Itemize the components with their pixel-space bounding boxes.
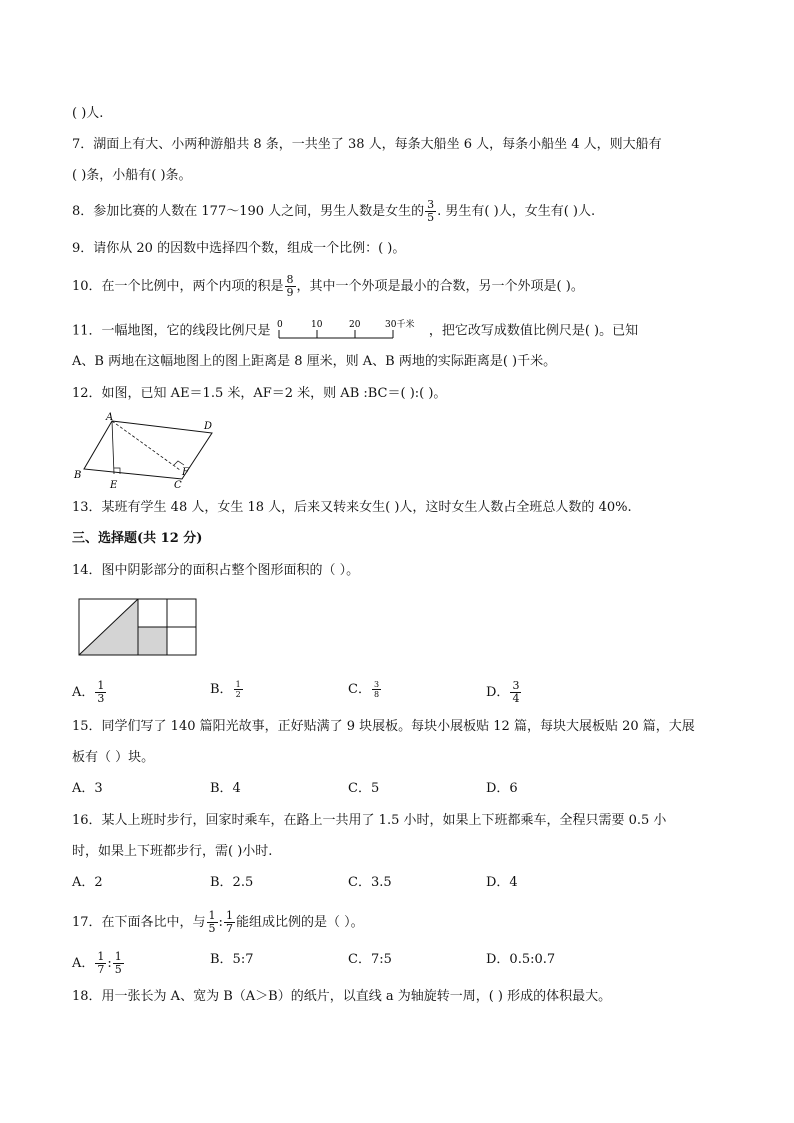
q11-line2: A、B 两地在这幅地图上的图上距离是 8 厘米，则 A、B 两地的实际距离是( )千米。 bbox=[72, 354, 557, 369]
q17-option-b[interactable]: B．5:7 bbox=[210, 952, 254, 967]
label-E: E bbox=[110, 480, 118, 491]
q15-option-a[interactable]: A．3 bbox=[72, 781, 103, 796]
q14-option-a[interactable] bbox=[72, 680, 107, 705]
frac-num: 3 bbox=[512, 679, 520, 692]
q7-line1: 7．湖面上有大、小两种游船共 8 条，一共坐了 38 人，每条大船坐 6 人，每条小船坐 4 人，则大船有 bbox=[72, 137, 662, 152]
frac-den: 2 bbox=[235, 690, 241, 699]
q14-line: 14．图中阴影部分的面积占整个图形面积的（ ）。 bbox=[72, 563, 360, 578]
section3-title: 三、选择题(共 12 分) bbox=[72, 531, 203, 546]
q10-line bbox=[72, 274, 584, 299]
parallelogram-figure bbox=[70, 412, 230, 494]
frac-num: 1 bbox=[97, 950, 105, 963]
q16-option-c[interactable]: C．3.5 bbox=[348, 875, 392, 890]
label-B: B bbox=[74, 470, 82, 481]
right-angle-F bbox=[174, 461, 184, 465]
q17-line: 17．在下面各比中，与 $\frac{1}{5}$ : $\frac{1}{7}$ 能组成比例的是（ ）。 bbox=[72, 909, 364, 935]
q14-option-c[interactable] bbox=[348, 680, 382, 699]
frac-den: 4 bbox=[512, 692, 520, 705]
q17-option-c[interactable]: C．7:5 bbox=[348, 952, 392, 967]
label-F: F bbox=[182, 467, 189, 478]
q16-line1: 16．某人上班时步行，回家时乘车，在路上一共用了 1.5 小时，如果上下班都乘车，全程只需要 0.5 小 bbox=[72, 813, 667, 828]
q6-answer-line: ( )人. bbox=[72, 106, 104, 121]
option-frac-1 bbox=[95, 951, 106, 976]
q16-option-a[interactable]: A．2 bbox=[72, 875, 103, 890]
option-fraction bbox=[234, 680, 243, 699]
q9-line: 9．请你从 20 的因数中选择四个数，组成一个比例：( )。 bbox=[72, 241, 406, 256]
label-C: C bbox=[174, 480, 182, 491]
frac-den: 7 bbox=[225, 922, 233, 935]
q17-option-d[interactable]: D．0.5:0.7 bbox=[486, 952, 556, 967]
q8-fraction bbox=[425, 199, 436, 224]
q7-line2: ( )条，小船有( )条。 bbox=[72, 168, 192, 183]
frac-num: 3 bbox=[373, 680, 380, 689]
q16-line2: 时，如果上下班都步行，需( )小时. bbox=[72, 844, 273, 859]
option-letter: B． bbox=[210, 682, 233, 697]
q14-option-b[interactable] bbox=[210, 680, 244, 699]
q17-frac-2 bbox=[224, 910, 235, 935]
option-fraction bbox=[95, 680, 106, 705]
option-letter: D． bbox=[486, 685, 510, 700]
height-AE bbox=[112, 421, 114, 474]
scale-label-20: 20 bbox=[348, 320, 361, 330]
q17-option-a[interactable]: A． $\frac{1}{7}$ : $\frac{1}{5}$ bbox=[72, 950, 122, 976]
q10-text-before: 10．在一个比例中，两个内项的积是 bbox=[72, 279, 284, 294]
q14-option-d[interactable] bbox=[486, 680, 522, 705]
option-letter: A． bbox=[72, 685, 95, 700]
frac-num: 1 bbox=[97, 679, 105, 692]
shaded-square bbox=[138, 627, 167, 655]
q17-frac-1 bbox=[207, 910, 218, 935]
q15-option-c[interactable]: C．5 bbox=[348, 781, 380, 796]
q10-text-after: ，其中一个外项是最小的合数，另一个外项是( )。 bbox=[296, 279, 584, 294]
q10-frac-num: 8 bbox=[286, 273, 294, 286]
q8-text-after: . 男生有( )人，女生有( )人. bbox=[437, 204, 596, 219]
option-frac-2 bbox=[113, 951, 124, 976]
q8-frac-num: 3 bbox=[427, 198, 435, 211]
frac-den: 5 bbox=[114, 963, 122, 976]
frac-num: 1 bbox=[114, 950, 122, 963]
q16-option-b[interactable]: B．2.5 bbox=[210, 875, 254, 890]
scale-label-30: 30千米 bbox=[384, 320, 415, 330]
q11-line1 bbox=[72, 318, 638, 344]
scale-label-0: 0 bbox=[276, 320, 283, 330]
q18-line: 18．用一张长为 A、宽为 B（A＞B）的纸片，以直线 a 为轴旋转一周，( ) 形成的体积最大。 bbox=[72, 989, 612, 1004]
q8-frac-den: 5 bbox=[427, 211, 435, 224]
q12-line: 12．如图，已知 AE＝1.5 米，AF＝2 米，则 AB :BC＝( ):( )。 bbox=[72, 386, 447, 401]
shaded-area-figure bbox=[78, 598, 200, 658]
frac-num: 1 bbox=[208, 909, 216, 922]
q15-line2: 板有（ ）块。 bbox=[72, 750, 155, 765]
right-angle-E bbox=[114, 468, 120, 474]
frac-den: 7 bbox=[97, 963, 105, 976]
q15-line1: 15．同学们写了 140 篇阳光故事，正好贴满了 9 块展板。每块小展板贴 12 篇，每块大展板贴 20 篇，大展 bbox=[72, 719, 695, 734]
q15-option-b[interactable]: B．4 bbox=[210, 781, 241, 796]
option-letter: A． bbox=[72, 956, 95, 971]
label-A: A bbox=[106, 412, 114, 423]
frac-den: 8 bbox=[373, 690, 380, 699]
q16-option-d[interactable]: D．4 bbox=[486, 875, 518, 890]
label-D: D bbox=[204, 421, 213, 432]
q10-fraction bbox=[285, 274, 296, 299]
frac-num: 1 bbox=[235, 680, 241, 689]
frac-den: 5 bbox=[208, 922, 216, 935]
q8-text-before: 8．参加比赛的人数在 177～190 人之间，男生人数是女生的 bbox=[72, 204, 425, 219]
scale-bar-figure bbox=[275, 318, 425, 344]
q17-text-after: 能组成比例的是（ ）。 bbox=[235, 915, 364, 930]
parallelogram bbox=[84, 421, 212, 479]
option-fraction bbox=[372, 680, 381, 699]
frac-num: 1 bbox=[225, 909, 233, 922]
q11-text-before: 11．一幅地图，它的线段比例尺是 bbox=[72, 323, 271, 339]
q10-frac-den: 9 bbox=[286, 286, 294, 299]
q17-text-before: 17．在下面各比中，与 bbox=[72, 915, 206, 930]
frac-den: 3 bbox=[97, 692, 105, 705]
q13-line: 13．某班有学生 48 人，女生 18 人，后来又转来女生( )人，这时女生人数占全班总人数的 40%. bbox=[72, 500, 632, 515]
scale-label-10: 10 bbox=[310, 320, 323, 330]
q11-text-after: ，把它改写成数值比例尺是( )。已知 bbox=[428, 323, 639, 339]
option-letter: C． bbox=[348, 682, 371, 697]
q15-option-d[interactable]: D．6 bbox=[486, 781, 518, 796]
q8-line bbox=[72, 199, 595, 224]
option-fraction bbox=[510, 680, 521, 705]
